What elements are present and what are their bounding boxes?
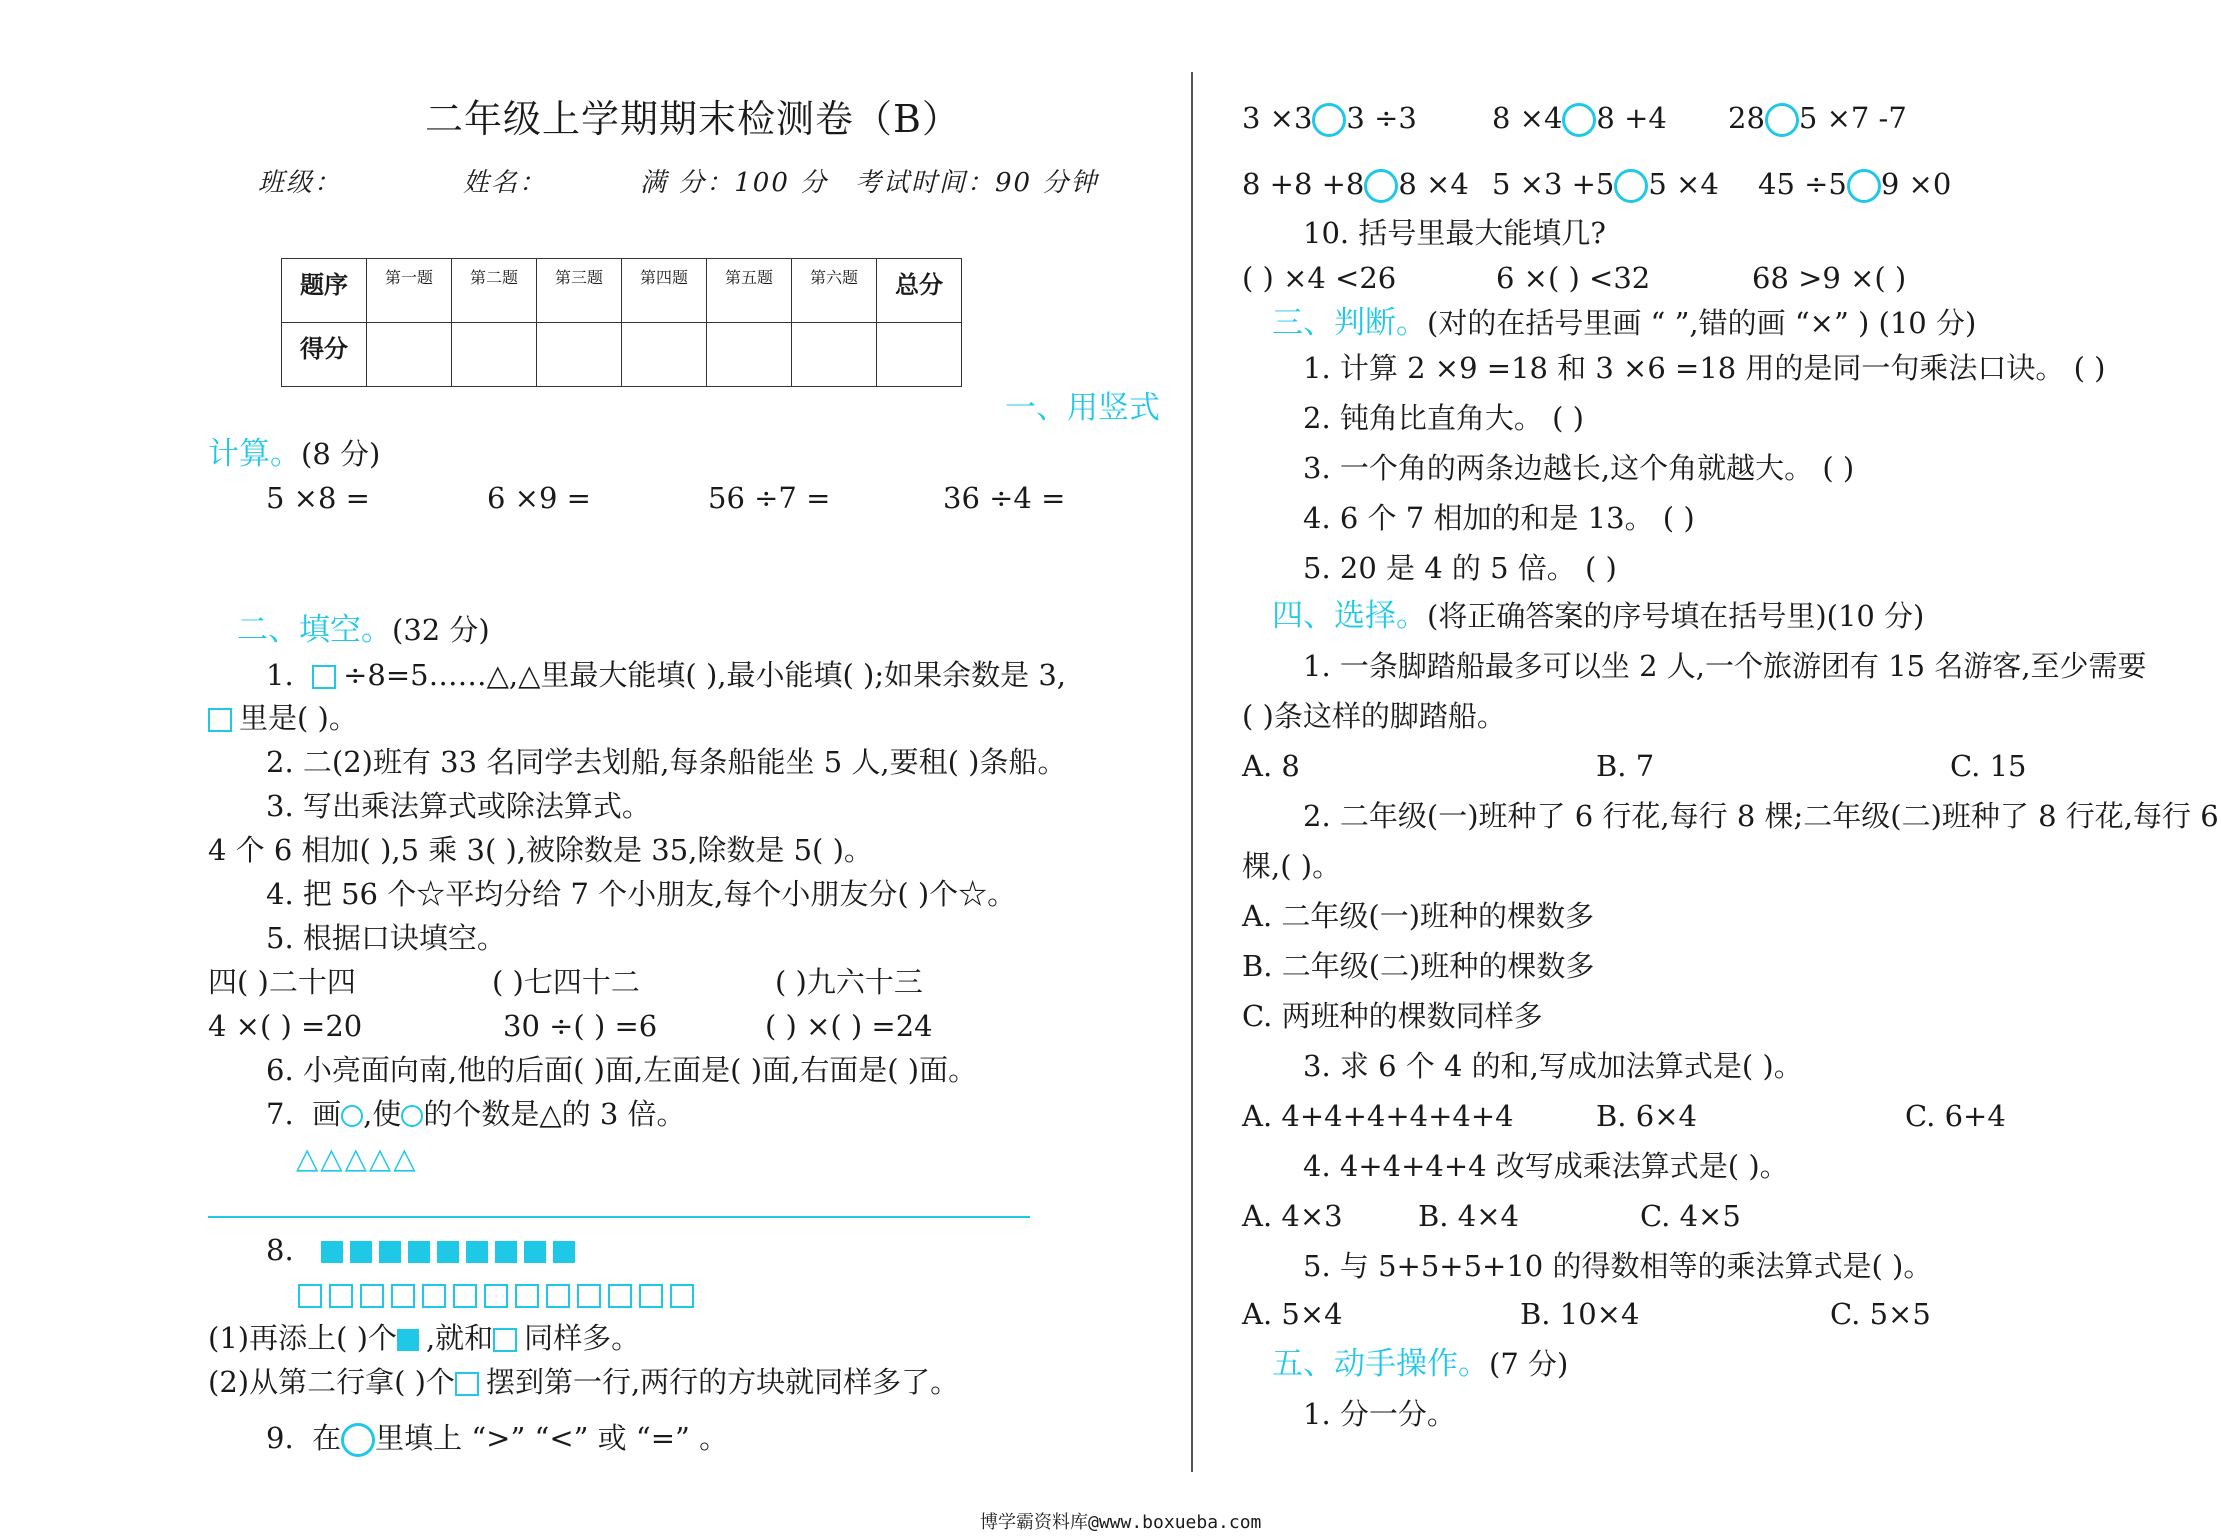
column-divider — [1191, 72, 1193, 1472]
sec2-q2: 2. 二(2)班有 33 名同学去划船,每条船能坐 5 人,要租( )条船。 — [266, 745, 1067, 779]
sec2-q4: 4. 把 56 个☆平均分给 7 个小朋友,每个小朋友分( )个☆。 — [266, 877, 1017, 911]
score-table-col-6: 第六题 — [792, 259, 877, 323]
circle-icon[interactable] — [1312, 103, 1346, 137]
square-outline-icon — [453, 1284, 477, 1308]
sec2-q3-line: 4 个 6 相加( ),5 乘 3( ),被除数是 35,除数是 5( )。 — [208, 833, 873, 867]
q10-item: ( ) ×4 <26 — [1242, 261, 1397, 295]
sec4-q1-opt: A. 8 — [1242, 749, 1300, 783]
q7-number: 7. — [266, 1097, 294, 1131]
circle-icon[interactable] — [1364, 169, 1398, 203]
sec3-title-line — [1272, 305, 1976, 341]
q8-1-text-a: (1)再添上( )个 — [208, 1321, 397, 1355]
score-table — [281, 258, 962, 387]
sec1-title-line — [208, 436, 380, 472]
sec2-q1 — [266, 657, 1066, 693]
q7-text-b: ,使 — [363, 1097, 402, 1131]
q1-text: ÷8=5……△,△里最大能填( ),最小能填( );如果余数是 3, — [343, 658, 1067, 692]
sec2-q8 — [266, 1232, 582, 1268]
sec4-q3-opt: A. 4+4+4+4+4+4 — [1242, 1099, 1514, 1133]
footer-watermark: 博学霸资料库@www.boxueba.com — [980, 1512, 1262, 1533]
sec2-q7 — [266, 1096, 686, 1132]
sec4-q3-opt: C. 6+4 — [1905, 1099, 2006, 1133]
full-score: 满 分：100 分 — [640, 168, 829, 198]
sec3-item: 3. 一个角的两条边越长,这个角就越大。 ( ) — [1303, 451, 1855, 485]
filled-square-icon — [350, 1241, 372, 1263]
q8-2-text-a: (2)从第二行拿( )个 — [208, 1365, 455, 1399]
sec4-q2: 2. 二年级(一)班种了 6 行花,每行 8 棵;二年级(二)班种了 8 行花,每行 6 — [1303, 799, 2219, 833]
q5-item: ( )九六十三 — [775, 965, 923, 999]
q8-filled-squares — [321, 1233, 582, 1267]
square-outline-icon — [455, 1372, 479, 1396]
sec5-points: (7 分) — [1489, 1347, 1569, 1381]
circle-icon[interactable] — [1562, 103, 1596, 137]
sec3-item: 4. 6 个 7 相加的和是 13。 ( ) — [1303, 501, 1695, 535]
sec4-q2-b: 棵,( )。 — [1242, 849, 1342, 883]
sec2-q5: 5. 根据口诀填空。 — [266, 921, 506, 955]
sec4-q1-b: ( )条这样的脚踏船。 — [1242, 699, 1506, 733]
filled-square-icon — [408, 1241, 430, 1263]
score-table-col-1: 第一题 — [367, 259, 452, 323]
q5-item: 四( )二十四 — [208, 965, 356, 999]
compare-left: 28 — [1728, 101, 1765, 135]
compare-right: 3 ÷3 — [1346, 101, 1417, 135]
q8-1-text-c: 同样多。 — [524, 1321, 641, 1355]
sec4-q4-opt: A. 4×3 — [1242, 1199, 1343, 1233]
score-cell[interactable] — [367, 323, 452, 387]
q10: 10. 括号里最大能填几? — [1303, 216, 1606, 250]
compare-right: 9 ×0 — [1880, 167, 1952, 201]
sec5-q1: 1. 分一分。 — [1303, 1397, 1456, 1431]
sec4-q1: 1. 一条脚踏船最多可以坐 2 人,一个旅游团有 15 名游客,至少需要 — [1303, 649, 2147, 683]
sec5-title: 五、动手操作。 — [1272, 1346, 1489, 1382]
q7-text-c: 的个数是△的 3 倍。 — [423, 1097, 686, 1131]
sec2-points: (32 分) — [392, 613, 490, 647]
q9-text-a: 在 — [312, 1421, 342, 1455]
name-label: 姓名： — [463, 168, 548, 198]
sec4-q4: 4. 4+4+4+4 改写成乘法算式是( )。 — [1303, 1149, 1789, 1183]
square-outline-icon — [484, 1284, 508, 1308]
sec1-problem-3: 56 ÷7 = — [708, 481, 831, 515]
score-cell[interactable] — [537, 323, 622, 387]
filled-square-icon — [321, 1241, 343, 1263]
filled-square-icon — [379, 1241, 401, 1263]
sec1-title-part1: 一、用竖式 — [1005, 390, 1160, 426]
class-label: 班级： — [258, 168, 343, 198]
square-outline-icon — [639, 1284, 663, 1308]
sec4-q2-opt: C. 两班种的棵数同样多 — [1242, 999, 1543, 1033]
compare-row-2 — [1242, 166, 1469, 203]
square-outline-icon — [208, 708, 232, 732]
compare-right: 8 ×4 — [1398, 167, 1469, 201]
score-table-col-4: 第四题 — [622, 259, 707, 323]
q7-text-a: 画 — [312, 1097, 342, 1131]
sec4-q5: 5. 与 5+5+5+10 的得数相等的乘法算式是( )。 — [1303, 1249, 1933, 1283]
score-table-score-label: 得分 — [282, 323, 367, 387]
score-table-col-3: 第三题 — [537, 259, 622, 323]
compare-left: 5 ×3 +5 — [1492, 167, 1615, 201]
sec4-q4-opt: C. 4×5 — [1640, 1199, 1741, 1233]
q5-item: 30 ÷( ) =6 — [503, 1009, 658, 1043]
square-outline-icon — [422, 1284, 446, 1308]
filled-square-icon — [495, 1241, 517, 1263]
sec3-item: 1. 计算 2 ×9 =18 和 3 ×6 =18 用的是同一句乘法口诀。 ( ) — [1303, 351, 2106, 385]
sec4-q1-opt: C. 15 — [1950, 749, 2027, 783]
circle-icon[interactable] — [1614, 169, 1648, 203]
circle-icon — [401, 1105, 423, 1127]
q8-number: 8. — [266, 1233, 294, 1267]
answer-line — [208, 1216, 1030, 1218]
square-outline-icon — [493, 1328, 517, 1352]
square-outline-icon — [670, 1284, 694, 1308]
circle-icon — [341, 1423, 375, 1457]
score-cell[interactable] — [622, 323, 707, 387]
sec1-problem-2: 6 ×9 = — [487, 481, 591, 515]
sec1-title-part2: 计算。 — [208, 436, 301, 472]
sec4-title-line — [1272, 598, 1924, 634]
sec3-desc: (对的在括号里画 “ ”,错的画 “×” ) (10 分) — [1427, 306, 1977, 340]
compare-left: 45 ÷5 — [1758, 167, 1847, 201]
compare-row-2 — [1758, 166, 1951, 203]
score-cell[interactable] — [707, 323, 792, 387]
circle-icon — [341, 1105, 363, 1127]
compare-row-1 — [1492, 100, 1667, 137]
q8-empty-squares — [298, 1276, 701, 1312]
sec3-title: 三、判断。 — [1272, 305, 1427, 341]
sec2-q9 — [266, 1420, 728, 1457]
sec4-q5-opt: B. 10×4 — [1520, 1297, 1640, 1331]
filled-square-icon — [553, 1241, 575, 1263]
compare-right: 5 ×7 -7 — [1798, 101, 1907, 135]
filled-square-icon — [437, 1241, 459, 1263]
exam-time: 考试时间：90 分钟 — [855, 168, 1099, 198]
sec2-q3: 3. 写出乘法算式或除法算式。 — [266, 789, 651, 823]
q9-text-b: 里填上 “>” “<” 或 “=” 。 — [375, 1421, 729, 1455]
circle-icon[interactable] — [1765, 103, 1799, 137]
q5-item: ( )七四十二 — [492, 965, 640, 999]
filled-square-icon — [397, 1329, 419, 1351]
sec2-title-line — [237, 612, 490, 648]
sec3-item: 2. 钝角比直角大。 ( ) — [1303, 401, 1584, 435]
filled-square-icon — [524, 1241, 546, 1263]
compare-right: 5 ×4 — [1648, 167, 1719, 201]
q8-2-text-b: 摆到第一行,两行的方块就同样多了。 — [485, 1365, 960, 1399]
compare-row-1 — [1242, 100, 1417, 137]
sec4-q3: 3. 求 6 个 4 的和,写成加法算式是( )。 — [1303, 1049, 1803, 1083]
square-outline-icon — [515, 1284, 539, 1308]
score-table-order-label: 题序 — [282, 259, 367, 323]
q8-1-text-b: ,就和 — [425, 1321, 494, 1355]
sec1-problem-1: 5 ×8 = — [266, 481, 370, 515]
q5-item: 4 ×( ) =20 — [208, 1009, 363, 1043]
score-table-total: 总分 — [877, 259, 962, 323]
score-table-col-2: 第二题 — [452, 259, 537, 323]
exam-title: 二年级上学期期末检测卷（B） — [425, 97, 961, 141]
sec2-title: 二、填空。 — [237, 612, 392, 648]
circle-icon[interactable] — [1847, 169, 1881, 203]
q5-item: ( ) ×( ) =24 — [765, 1009, 933, 1043]
sec3-item: 5. 20 是 4 的 5 倍。 ( ) — [1303, 551, 1617, 585]
sec4-q2-opt: B. 二年级(二)班种的棵数多 — [1242, 949, 1595, 983]
square-outline-icon — [546, 1284, 570, 1308]
square-outline-icon — [360, 1284, 384, 1308]
sec4-q3-opt: B. 6×4 — [1596, 1099, 1697, 1133]
sec2-q8-1 — [208, 1320, 640, 1356]
q9-number: 9. — [266, 1421, 294, 1455]
compare-left: 3 ×3 — [1242, 101, 1313, 135]
compare-left: 8 ×4 — [1492, 101, 1563, 135]
square-outline-icon — [577, 1284, 601, 1308]
compare-row-2 — [1492, 166, 1719, 203]
square-outline-icon — [329, 1284, 353, 1308]
sec2-q8-2 — [208, 1364, 959, 1400]
sec4-q5-opt: A. 5×4 — [1242, 1297, 1343, 1331]
sec2-q6: 6. 小亮面向南,他的后面( )面,左面是( )面,右面是( )面。 — [266, 1053, 978, 1087]
compare-row-1 — [1728, 100, 1907, 137]
sec4-q4-opt: B. 4×4 — [1418, 1199, 1519, 1233]
q10-item: 68 >9 ×( ) — [1752, 261, 1907, 295]
sec4-q1-opt: B. 7 — [1596, 749, 1655, 783]
sec4-desc: (将正确答案的序号填在括号里)(10 分) — [1427, 599, 1925, 633]
score-cell[interactable] — [877, 323, 962, 387]
score-cell[interactable] — [792, 323, 877, 387]
filled-square-icon — [466, 1241, 488, 1263]
sec1-problem-4: 36 ÷4 = — [943, 481, 1066, 515]
square-outline-icon — [312, 665, 336, 689]
compare-left: 8 +8 +8 — [1242, 167, 1365, 201]
sec2-q1-cont — [208, 700, 358, 736]
compare-right: 8 +4 — [1596, 101, 1667, 135]
sec1-points: (8 分) — [301, 437, 381, 471]
q1-number: 1. — [266, 658, 294, 692]
square-outline-icon — [391, 1284, 415, 1308]
score-cell[interactable] — [452, 323, 537, 387]
q7-triangles: △△△△△ — [296, 1141, 418, 1175]
sec4-q2-opt: A. 二年级(一)班种的棵数多 — [1242, 899, 1595, 933]
sec4-title: 四、选择。 — [1272, 598, 1427, 634]
square-outline-icon — [608, 1284, 632, 1308]
sec5-title-line — [1272, 1346, 1568, 1382]
q10-item: 6 ×( ) <32 — [1496, 261, 1651, 295]
q1-text-b: 里是( )。 — [239, 701, 358, 735]
square-outline-icon — [298, 1284, 322, 1308]
sec4-q5-opt: C. 5×5 — [1830, 1297, 1931, 1331]
score-table-col-5: 第五题 — [707, 259, 792, 323]
